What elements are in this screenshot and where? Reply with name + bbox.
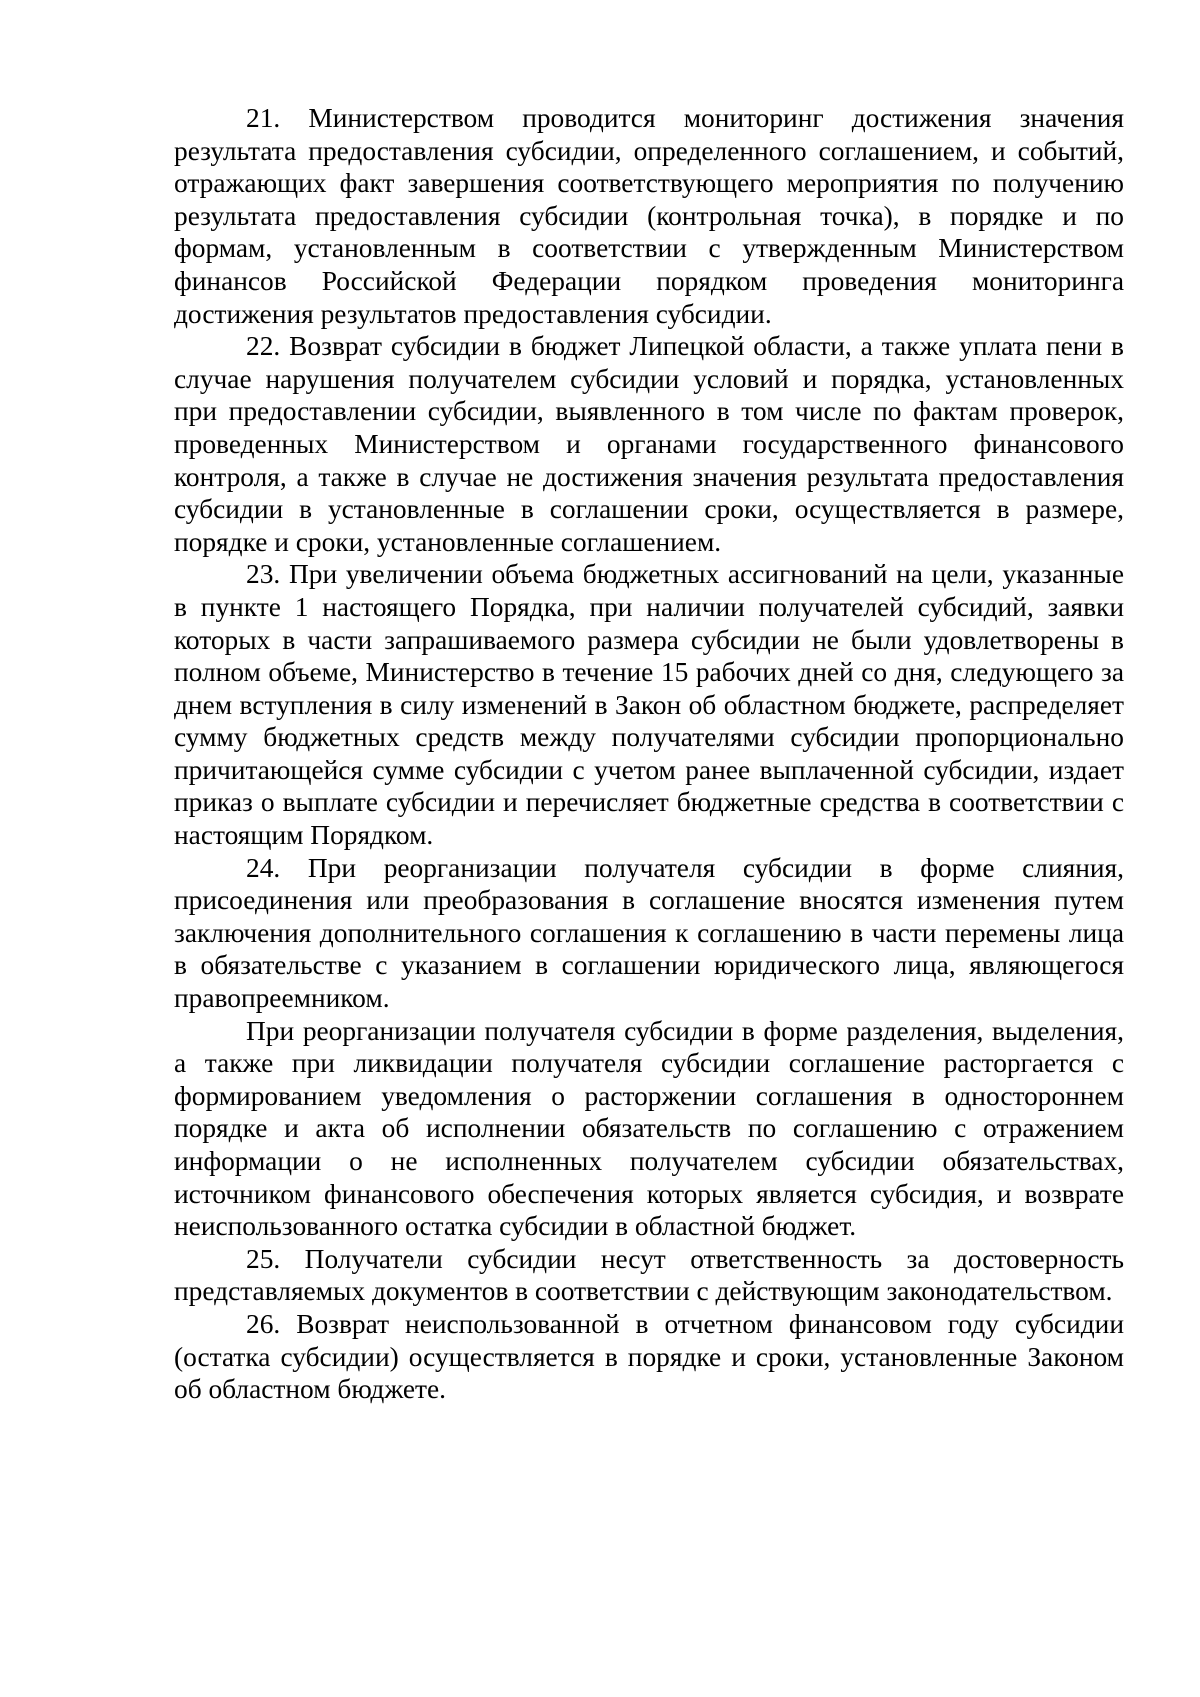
paragraph-21: 21. Министерством проводится мониторинг достижения значения результата предоставления субсидии, определенного соглашением, и событий, отражающих факт завершения соответствующего мероприятия по получению результата предоставления субсидии (контрольная точка), в порядке и по формам, установленным в соответствии с утвержденным Министерством финансов Российской Федерации порядком проведения мониторинга достижения результатов предоставления субсидии. — [174, 103, 1124, 329]
paragraph-26: 26. Возврат неиспользованной в отчетном финансовом году субсидии (остатка субсидии) осуществляется в порядке и сроки, установленные Законом об областном бюджете. — [174, 1308, 1124, 1405]
paragraph-24: 24. При реорганизации получателя субсидии в форме слияния, присоединения или преобразования в соглашение вносятся изменения путем заключения дополнительного соглашения к соглашению в части перемены лица в обязательстве с указанием в соглашении юридического лица, являющегося правопреемником. — [174, 852, 1124, 1014]
paragraph-24-continued: При реорганизации получателя субсидии в форме разделения, выделения, а также при ликвидации получателя субсидии соглашение расторгается с формированием уведомления о расторжении соглашения в одностороннем порядке и акта об исполнении обязательств по соглашению с отражением информации о не исполненных получателем субсидии обязательствах, источником финансового обеспечения которых является субсидия, и возврате неиспользованного остатка субсидии в областной бюджет. — [174, 1015, 1124, 1242]
document-page — [174, 102, 1124, 1406]
paragraph-22: 22. Возврат субсидии в бюджет Липецкой области, а также уплата пени в случае нарушения получателем субсидии условий и порядка, установленных при предоставлении субсидии, выявленного в том числе по фактам проверок, проведенных Министерством и органами государственного финансового контроля, а также в случае не достижения значения результата предоставления субсидии в установленные в соглашении сроки, осуществляется в размере, порядке и сроки, установленные соглашением. — [174, 331, 1124, 557]
paragraph-25: 25. Получатели субсидии несут ответственность за достоверность представляемых документов в соответствии с действующим законодательством. — [174, 1243, 1124, 1307]
paragraph-23: 23. При увеличении объема бюджетных ассигнований на цели, указанные в пункте 1 настоящего Порядка, при наличии получателей субсидий, заявки которых в части запрашиваемого размера субсидии не были удовлетворены в полном объеме, Министерство в течение 15 рабочих дней со дня, следующего за днем вступления в силу изменений в Закон об областном бюджете, распределяет сумму бюджетных средств между получателями субсидии пропорционально причитающейся сумме субсидии с учетом ранее выплаченной субсидии, издает приказ о выплате субсидии и перечисляет бюджетные средства в соответствии с настоящим Порядком. — [174, 559, 1124, 851]
